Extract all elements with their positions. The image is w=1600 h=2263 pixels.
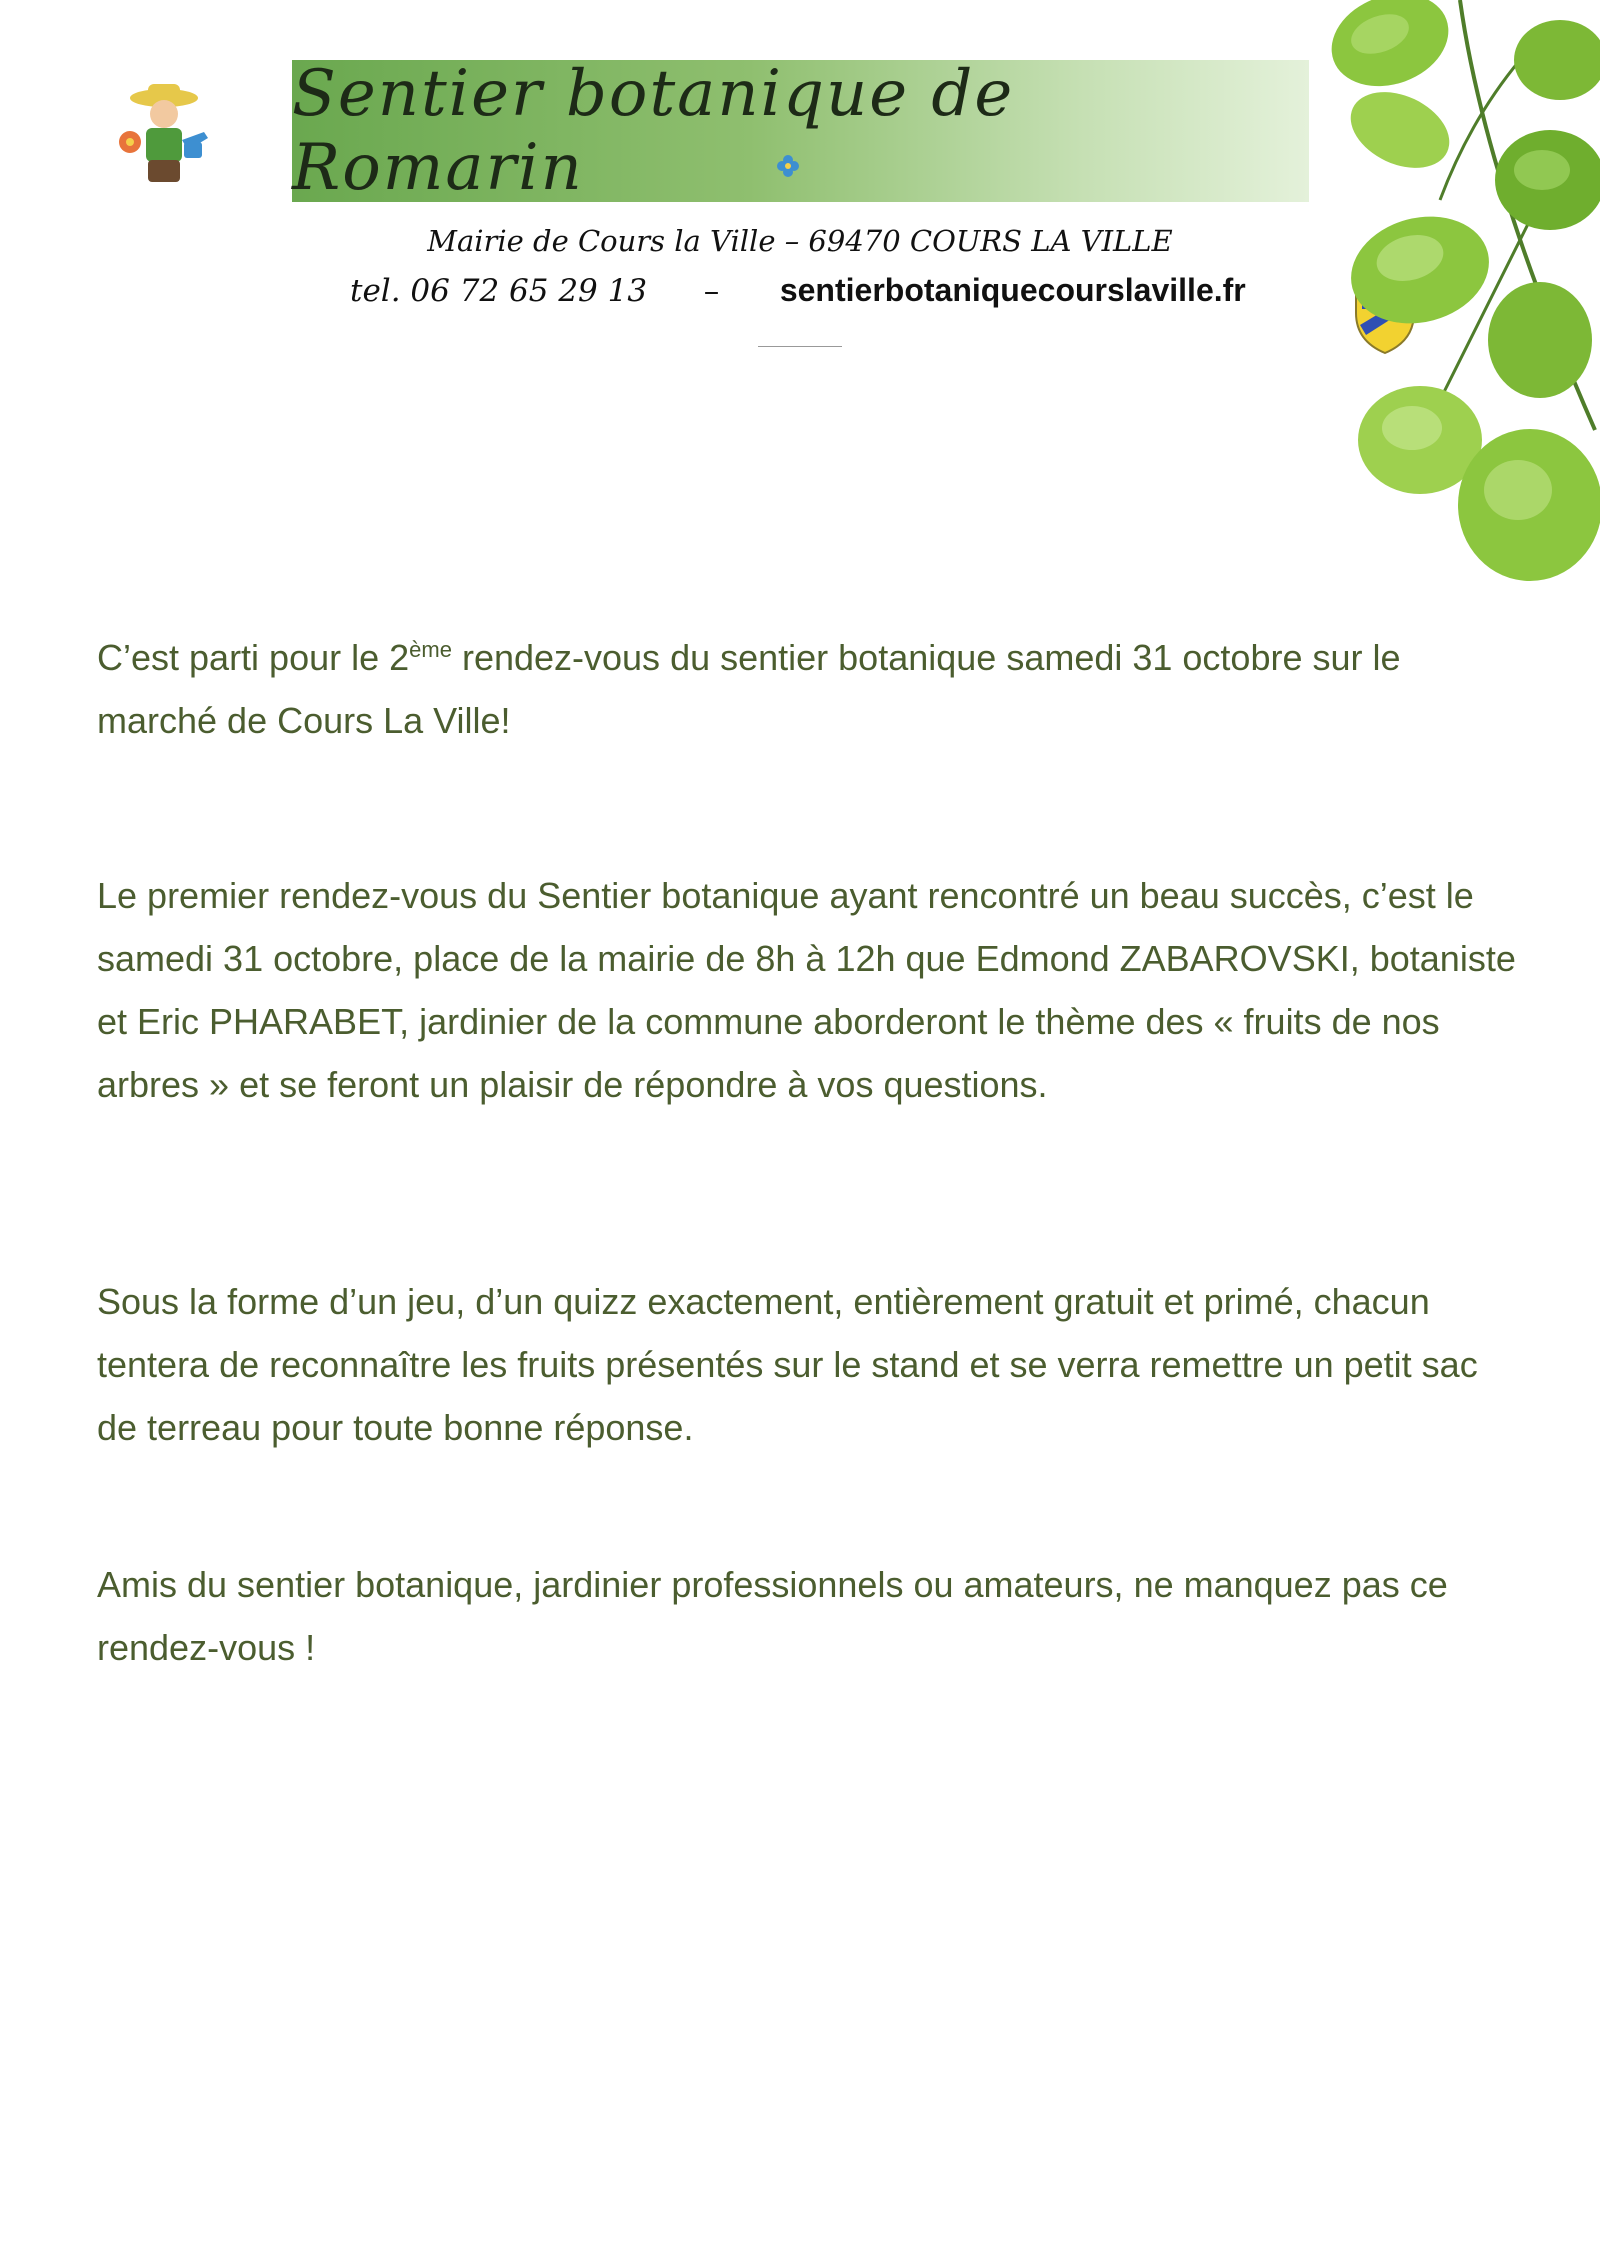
contact-line <box>350 272 1330 309</box>
article-paragraph-2: Le premier rendez-vous du Sentier botanique ayant rencontré un beau succès, c’est le samedi 31 octobre, place de la mairie de 8h à 12h que Edmond ZABAROVSKI, botaniste et Eric PHARABET, jardinier de la commune aborderont le thème des « fruits de nos arbres » et se feront un plaisir de répondre à vos questions. <box>97 875 1516 1105</box>
flower-icon <box>776 154 800 178</box>
p1-text-start: C’est parti pour le 2 <box>97 637 410 678</box>
address-line: Mairie de Cours la Ville – 69470 COURS LA VILLE <box>427 224 1173 258</box>
website-link[interactable]: sentierbotaniquecourslaville.fr <box>779 272 1246 308</box>
p1-text-end: rendez-vous du sentier botanique samedi 31 octobre sur le marché de Cours La Ville! <box>97 637 1401 741</box>
article-paragraph-4: Amis du sentier botanique, jardinier professionnels ou amateurs, ne manquez pas ce rendez-vous ! <box>97 1564 1448 1668</box>
p1-superscript: ème <box>409 637 452 662</box>
banner-title: Sentier botanique de Romarin <box>292 57 1015 205</box>
phone-number: tel. 06 72 65 29 13 <box>350 273 648 309</box>
contact-separator: – <box>703 273 720 309</box>
article-paragraph-3: Sous la forme d’un jeu, d’un quizz exactement, entièrement gratuit et primé, chacun tentera de reconnaître les fruits présentés sur le stand et se verra remettre un petit sac de terreau pour toute bonne réponse. <box>97 1281 1478 1448</box>
article-paragraph-1 <box>97 626 1527 752</box>
title-banner <box>292 57 1309 205</box>
green-leaves-decoration <box>1310 0 1600 590</box>
gardener-mascot-icon <box>112 80 216 192</box>
header-divider <box>758 346 842 347</box>
